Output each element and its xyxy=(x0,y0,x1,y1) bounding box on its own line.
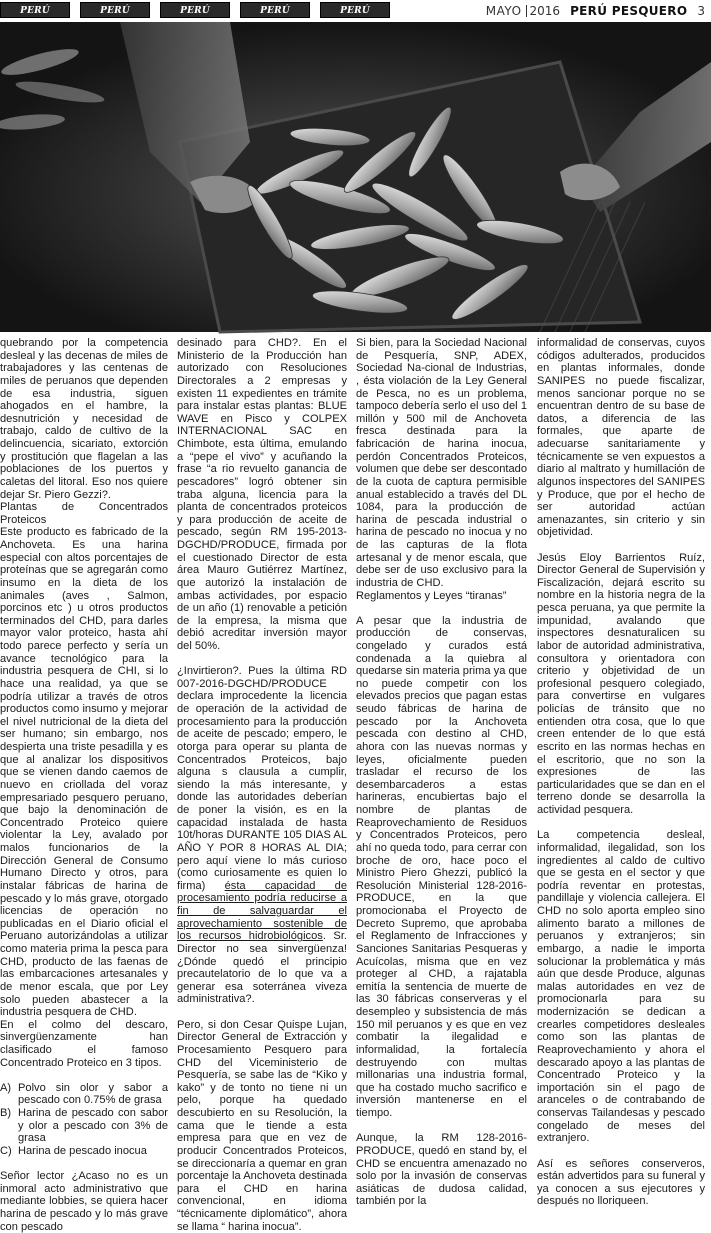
issue-month: MAYO xyxy=(485,4,522,18)
paragraph: Si bien, para la Sociedad Nacional de Pesquería, SNP, ADEX, Sociedad Na-cional de Industrias, , ésta violación de la Ley General de Pesca, no es un problema, tampoco debería serlo el uso del 1 millón y 500 mil de Anchoveta fresca destinada para la fabricación de harina inocua, perdón Concentrados Proteicos, volumen que debe ser descontado de la cuota de captura permisible anual establecido a través del DL 1084, para la producción de harina de pescada industrial o harina de pescado no inocua y no de las capturas de la flota artesanal y de menor escala, que debe ser de uso exclusivo para la industria de CHD. xyxy=(356,337,527,589)
type-list xyxy=(0,1082,168,1158)
list-item xyxy=(0,1145,168,1158)
paragraph: informalidad de conservas, cuyos códigos adulterados, producidos en plantas informales, donde SANIPES no puede fiscalizar, menos sancionar porque no se encuentran dentro de su base de datos, a diferencia de las formales, que aparte de adecuarse sanitariamente y técnicamente se ven expuestos a diario al maltrato y humillación de algunos inspectores del SANIPES y Produce, que por el hecho de ser autoridad actúan amenazantes, sin criterio y sin objetividad. xyxy=(537,337,705,539)
header-divider xyxy=(526,5,527,17)
list-marker: C) xyxy=(0,1144,12,1157)
list-text: Harina de pescado inocua xyxy=(18,1144,147,1157)
article-column-1 xyxy=(0,337,168,1233)
list-marker: A) xyxy=(0,1081,12,1094)
paragraph: La competencia desleal, informalidad, ilegalidad, son los ingredientes al caldo de cultivo que se gesta en el sector y que podría reventar en protestas, pandillaje y violencia callejera. El CHD no solo aporta empleo sino alimento barato a millones de peruanos y extranjeros; sin embargo, a nadie le importa solucionar la problemática y más aún que desde Produce, algunas malas autoridades en vez de promocionarla para su modernización se dedican a crearles competidores desleales como son las plantas de Reaprovechamiento y ahora el descarado apoyo a las plantas de Concentrado Proteico y la importación sin el pago de aranceles o de contrabando de conservas Tailandesas y pescado congelado de meses del extranjero. xyxy=(537,829,705,1145)
issue-year: 2016 xyxy=(529,4,561,18)
paragraph-text: ¿Invirtieron?. Pues la última RD 007-2016-DGCHD/PRODUCE declara improcedente la licencia de operación de la actividad de procesamiento para la producción de aceite de pescado; empero, le otorga para operar su planta de Concentrados Proteicos, bajo alguna s clausula a cumplir, siendo la más interesante, y donde las autoridades deberían de poner la visión, es en la capacidad instalada de hasta 10t/horas DURANTE 105 DIAS AL AÑO Y POR 8 HORAS AL DIA; pero aquí viene lo más curioso (como curiosamente es quien lo firma) xyxy=(177,665,347,892)
underlined-text: ésta capacidad de procesamiento podría reducirse a fin de salvaguardar el aprovechamiento sostenible de los recursos hidrobiológicos xyxy=(177,879,347,943)
paragraph: En el colmo del descaro, sinvergüenzamente han clasificado el famoso Concentrado Proteico en 3 tipos. xyxy=(0,1018,168,1069)
publication-logo: PERÚ xyxy=(80,2,150,18)
paragraph: desinado para CHD?. En el Ministerio de la Producción han autorizado con Resoluciones Directorales a 2 empresas y existen 11 expedientes en trámite para instalar estas plantas: BLUE WAVE en Pisco y COLPEX INTERNACIONAL SAC en Chimbote, esta última, emulando a “pepe el vivo” y acuñando la frase “a rio revuelto ganancia de pescadores” logró obtener sin traba alguna, licencia para la planta de concentrados proteicos y para producción de aceite de pescado, según RM 195-2013-DGCHD/PRODUCE, firmada por el cuestionado Director de esta área Mauro Gutiérrez Martínez, que autorizó la instalación de ambas actividades, por espacio de un año (1) renovable a petición de la empresa, la misma que debió acreditar inversión mayor del 50%. xyxy=(177,337,347,652)
article-column-3 xyxy=(356,337,527,1208)
paragraph: Aunque, la RM 128-2016-PRODUCE, quedó en stand by, el CHD se encuentra amenazado no solo por la invasión de conservas asiáticas de dudosa calidad, también por la xyxy=(356,1132,527,1208)
paragraph: Pero, si don Cesar Quispe Lujan, Director General de Extracción y Procesamiento Pesquero para CHD del Viceministerio de Pesquería, se sabe las de “Kiko y kako” y de tonto no tiene ni un pelo, porque ha quedado descubierto en su Resolución, la cama que le tiende a esta empresa para que en vez de producir Concentrados Proteicos, se direccionaría a quemar en gran porcentaje la Anchoveta destinada para el CHD en harina convencional, en idioma “técnicamente diplomático”, ahora se llama “ harina inocua”. xyxy=(177,1018,347,1233)
publication-logo: PERÚ xyxy=(160,2,230,18)
paragraph-text: . Sr. Director no sea sinvergüenza! ¿Dónde quedó el principio precautelatorio de lo que va a generar esa soterránea viveza administrativa?. xyxy=(177,930,347,1006)
article-column-2 xyxy=(177,337,347,1233)
paragraph: Este producto es fabricado de la Anchoveta. Es una harina especial con altos porcentajes de proteínas que se agregarán como insumo en la dieta de los animales (aves , Salmon, porcinos etc ) u otros productos terminados del CHD, para darles mayor valor proteico, hasta ahí todo parece perfecto y sería un avance tecnológico para la industria pesquera de CHI, si lo hace una realidad, ya que se podría utilizar a través de otros productos como insumo y mejorar el nivel nutricional de la dieta del ser humano; sin embargo, nos despierta una triste pesadilla y es que al analizar los dispositivos que se vienen dando caemos de nuevo en criollada del voraz empresariado pesquero peruano, que bajo la denominación de Concentrado Proteico quiere violentar la Ley, avalado por malos funcionarios de la Dirección General de Consumo Humano Directo y otros, para instalar fábricas de harina de pescado y lo más grave, otorgado licencias de operación no publicadas en el Diario oficial el Peruano autorizándolas a utilizar como materia prima la pesca para CHD, producto de las faenas de las embarcaciones artesanales y de menor escala, que por Ley solo pueden abastecer a la industria pesquera de CHD. xyxy=(0,526,168,1019)
header-issue-info xyxy=(486,3,705,19)
paragraph: Jesús Eloy Barrientos Ruíz, Director General de Supervisión y Fiscalización, dejará escrito su nombre en la historia negra de la pesca peruana, ya que permite la impunidad, avalando que inspectores desnaturalicen su labor de autoridad administrativa, consultora y orientadora con criterio y objetividad de un profesional pesquero colegiado, para convertirse en vulgares policías de tránsito que no entienden otra cosa, que lo que creen entender de lo que está escrito en las normas hechas en el escritorio, que no son la expresiones de las particularidades que se dan en el terreno donde se desarrolla la actividad pesquera. xyxy=(537,551,705,817)
list-item xyxy=(0,1107,168,1145)
publication-name: PERÚ PESQUERO xyxy=(570,4,688,18)
article-column-4 xyxy=(537,337,705,1208)
paragraph: Así es señores conserveros, están advertidos para su funeral y ya conocen a sus ejecutores y después no lloriqueen. xyxy=(537,1157,705,1208)
list-marker: B) xyxy=(0,1107,12,1120)
list-item xyxy=(0,1082,168,1107)
publication-logo: PERÚ xyxy=(240,2,310,18)
fish-pile-photo xyxy=(0,22,711,332)
publication-logo: PERÚ xyxy=(320,2,390,18)
publication-logo: PERÚ xyxy=(0,2,70,18)
fish-pile-image xyxy=(0,22,711,332)
section-heading: Reglamentos y Leyes “tiranas” xyxy=(356,589,507,602)
section-heading: Plantas de Concentrados Proteicos xyxy=(0,501,168,526)
paragraph xyxy=(177,665,347,1006)
list-text: Harina de pescado con sabor y olor a pescado con 3% de grasa xyxy=(18,1107,168,1145)
paragraph: A pesar que la industria de producción de conservas, congelado y curados está condenada a la quiebra al quedarse sin materia prima ya que no puede competir con los elevados precios que pagan estas seudo fábricas de harina de pescado por la Anchoveta pescada con destino al CHD, ahora con las nuevas normas y leyes, oficialmente pueden trasladar el recurso de los desembarcaderos a estas harineras, encubiertas bajo el nombre de plantas de Reaprovechamiento de Residuos y Concentrados Proteicos, pero ahí no queda todo, para cerrar con broche de oro, hace poco el Ministro Piero Ghezzi, publicó la Resolución Ministerial 128-2016-PRODUCE, en la que promocionaba el Proyecto de Decreto Supremo, que aprobaba el Reglamento de Infracciones y Sanciones Sanitarias Pesqueras y Acuícolas, misma que en vez proteger al CHD, a rajatabla emitía la sentencia de muerte de las 30 fábricas conserveras y el desempleo y subsistencia de más 150 mil peruanos y es que en vez combatir la ilegalidad e informalidad, la fortalecía destruyendo con multas millonarias una industria formal, que ha costado mucho sacrifico e inversión mantenerse en el tiempo. xyxy=(356,614,527,1120)
list-text: Polvo sin olor y sabor a pescado con 0.75% de grasa xyxy=(18,1081,168,1107)
article-body xyxy=(0,337,711,1233)
page-number: 3 xyxy=(697,4,705,18)
page-header xyxy=(0,0,711,22)
header-logos xyxy=(0,2,400,18)
paragraph: Señor lector ¿Acaso no es un inmoral acto administrativo que mediante lobbies, se quiera hacer harina de pescado y lo más grave con pescado xyxy=(0,1170,168,1233)
paragraph: quebrando por la competencia desleal y las decenas de miles de trabajadores y las centenas de miles de peruanos que dependen de esa industria, siguen ahogados en el hambre, la desnutrición y necesidad de trabajo, caldo de cultivo de la delincuencia, sicariato, extorción y prostitución que flagelan a las poblaciones de los puertos y caletas del litoral. Eso nos quiere dejar Sr. Piero Gezzi?. xyxy=(0,337,168,501)
